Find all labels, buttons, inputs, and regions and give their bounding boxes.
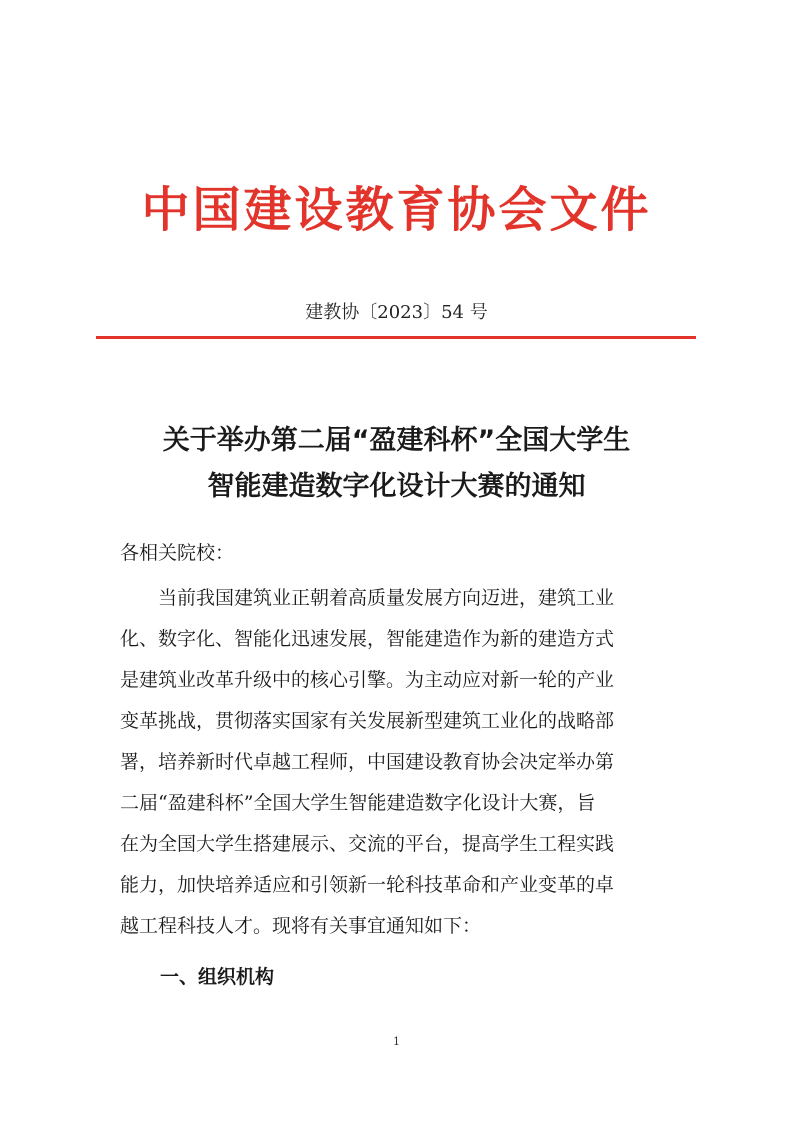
notice-title-line-2: 智能建造数字化设计大赛的通知: [207, 471, 586, 502]
body-line: 是建筑业改革升级中的核心引擎。为主动应对新一轮的产业: [120, 669, 615, 691]
red-separator-line: [96, 336, 696, 339]
page-number: 1: [393, 1035, 400, 1048]
document-number: 建教协〔2023〕54 号: [305, 302, 488, 323]
body-paragraph: [120, 578, 680, 947]
body-line: 二届“盈建科杯”全国大学生智能建造数字化设计大赛，旨: [120, 792, 596, 814]
body-line: 在为全国大学生搭建展示、交流的平台，提高学生工程实践: [120, 833, 615, 855]
body-line: 越工程科技人才。现将有关事宜通知如下：: [120, 915, 482, 937]
body-line: 化、数字化、智能化迅速发展，智能建造作为新的建造方式: [120, 628, 615, 650]
organization-header: 中国建设教育协会文件: [141, 182, 652, 238]
salutation: 各相关院校：: [120, 542, 235, 564]
body-line: 变革挑战，贯彻落实国家有关发展新型建筑工业化的战略部: [120, 710, 615, 732]
notice-title: [0, 418, 793, 510]
body-line: 能力，加快培养适应和引领新一轮科技革命和产业变革的卓: [120, 874, 615, 896]
body-line: 署，培养新时代卓越工程师，中国建设教育协会决定举办第: [120, 751, 615, 773]
notice-title-line-1: 关于举办第二届“盈建科杯”全国大学生: [162, 425, 631, 456]
section-heading: 一、组织机构: [160, 966, 275, 988]
body-line: 当前我国建筑业正朝着高质量发展方向迈进，建筑工业: [120, 587, 615, 609]
